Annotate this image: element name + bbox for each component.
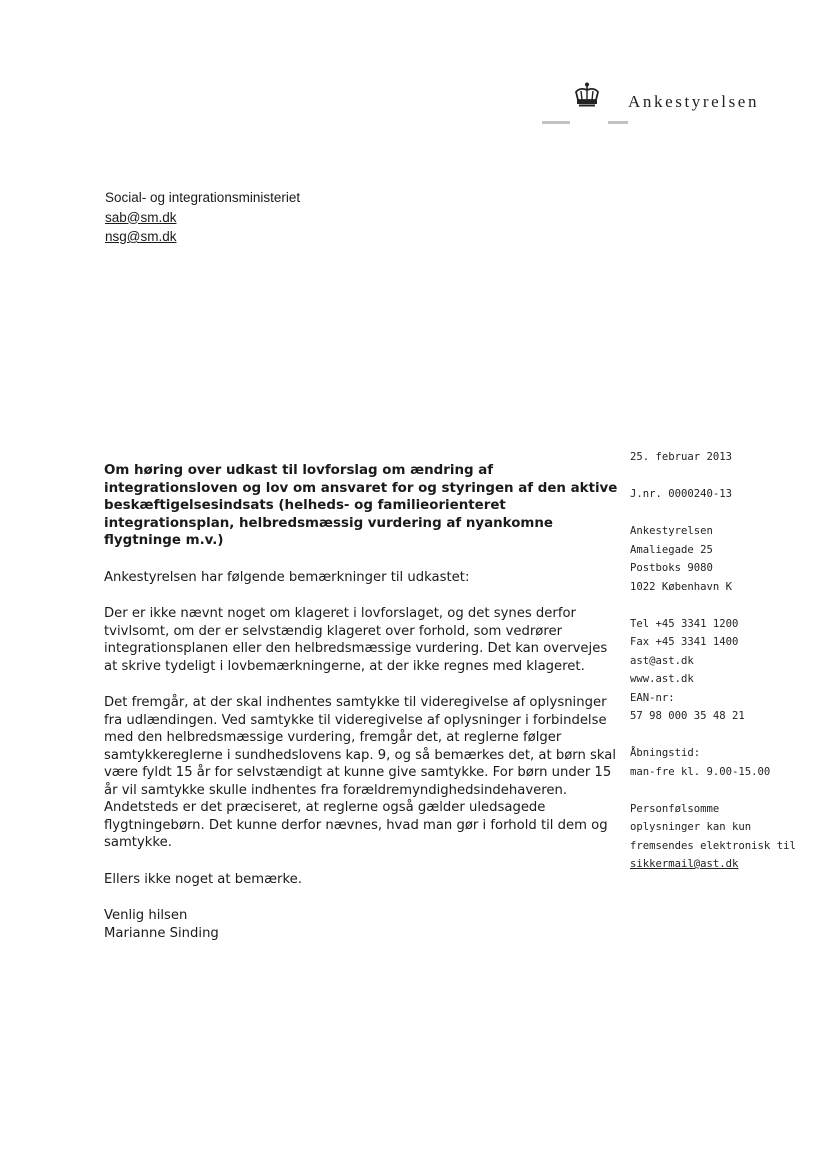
secure-email-link[interactable]: sikkermail@ast.dk — [630, 858, 739, 870]
letter-paragraph: Det fremgår, at der skal indhentes samtykke til videregivelse af oplysninger fra udlændingen. Ved samtykke til videregivelse af oplysninger i forbindelse med den helbredsmæssige vurdering, fremgår det, at reglerne følger samtykkereglerne i sundhedslovens kap. 9, og så bemærkes det, at børn skal være fyldt 15 år for selvstændigt at kunne give samtykke. For børn under 15 år vil samtykke skulle indhentes fra forældremyndighedsindehaveren. Andetsteds er det præciseret, at reglerne også gælder uledsagede flygtningebørn. Det kunne derfor nævnes, hvad man gør i forhold til dem og samtykke. — [104, 695, 617, 850]
ean-label: EAN-nr: — [630, 691, 675, 704]
address-line: Amaliegade 25 — [630, 543, 713, 556]
journal-number: J.nr. 0000240-13 — [630, 488, 733, 500]
signatory-name: Marianne Sinding — [104, 925, 219, 941]
letter-intro: Ankestyrelsen har følgende bemærkninger til udkastet: — [104, 569, 470, 585]
opening-hours: man-fre kl. 9.00-15.00 — [630, 765, 771, 778]
letter-date: 25. februar 2013 — [630, 451, 733, 463]
address-line: Ankestyrelsen — [630, 525, 713, 537]
scan-artifact — [608, 121, 628, 124]
sensitive-info-note: fremsendes elektronisk til — [630, 839, 796, 852]
phone-number: Tel +45 3341 1200 — [630, 617, 739, 630]
sensitive-info-note: oplysninger kan kun — [630, 821, 752, 833]
scan-artifact — [542, 121, 570, 124]
website: www.ast.dk — [630, 673, 694, 685]
sensitive-info-note: Personfølsomme — [630, 802, 720, 815]
closing-note: Ellers ikke noget at bemærke. — [104, 871, 302, 887]
letterhead-logo — [560, 82, 810, 132]
greeting: Venlig hilsen — [104, 908, 188, 923]
address-line: Postboks 9080 — [630, 562, 713, 574]
recipient-block — [105, 188, 300, 247]
address-line: 1022 København K — [630, 580, 733, 593]
ean-number: 57 98 000 35 48 21 — [630, 710, 745, 722]
recipient-name: Social- og integrationsministeriet — [105, 190, 301, 205]
recipient-email-link[interactable]: nsg@sm.dk — [105, 229, 177, 244]
crown-icon — [572, 82, 602, 108]
opening-hours-label: Åbningstid: — [630, 747, 701, 759]
contact-email: ast@ast.dk — [630, 654, 694, 667]
letter-subject: Om høring over udkast til lovforslag om ændring af integrationsloven og lov om ansvaret for og styringen af den aktive beskæftigelsesindsats (helheds- og familieorienteret integrationsplan, helbredsmæssig vurdering af nyankomne flygtninge m.v.) — [104, 463, 618, 548]
organization-name: Ankestyrelsen — [628, 92, 760, 111]
letter-body — [104, 462, 624, 942]
fax-number: Fax +45 3341 1400 — [630, 636, 739, 648]
letter-paragraph: Der er ikke nævnt noget om klageret i lovforslaget, og det synes derfor tvivlsomt, om der er selvstændig klageret over forhold, som vedrører integrationsplanen eller den helbredsmæssige vurdering. Det kan overvejes at skrive tydeligt i lovbemærkningerne, at der ikke regnes med klageret. — [104, 606, 608, 674]
sender-info-column — [630, 448, 820, 874]
recipient-email-link[interactable]: sab@sm.dk — [105, 209, 177, 225]
